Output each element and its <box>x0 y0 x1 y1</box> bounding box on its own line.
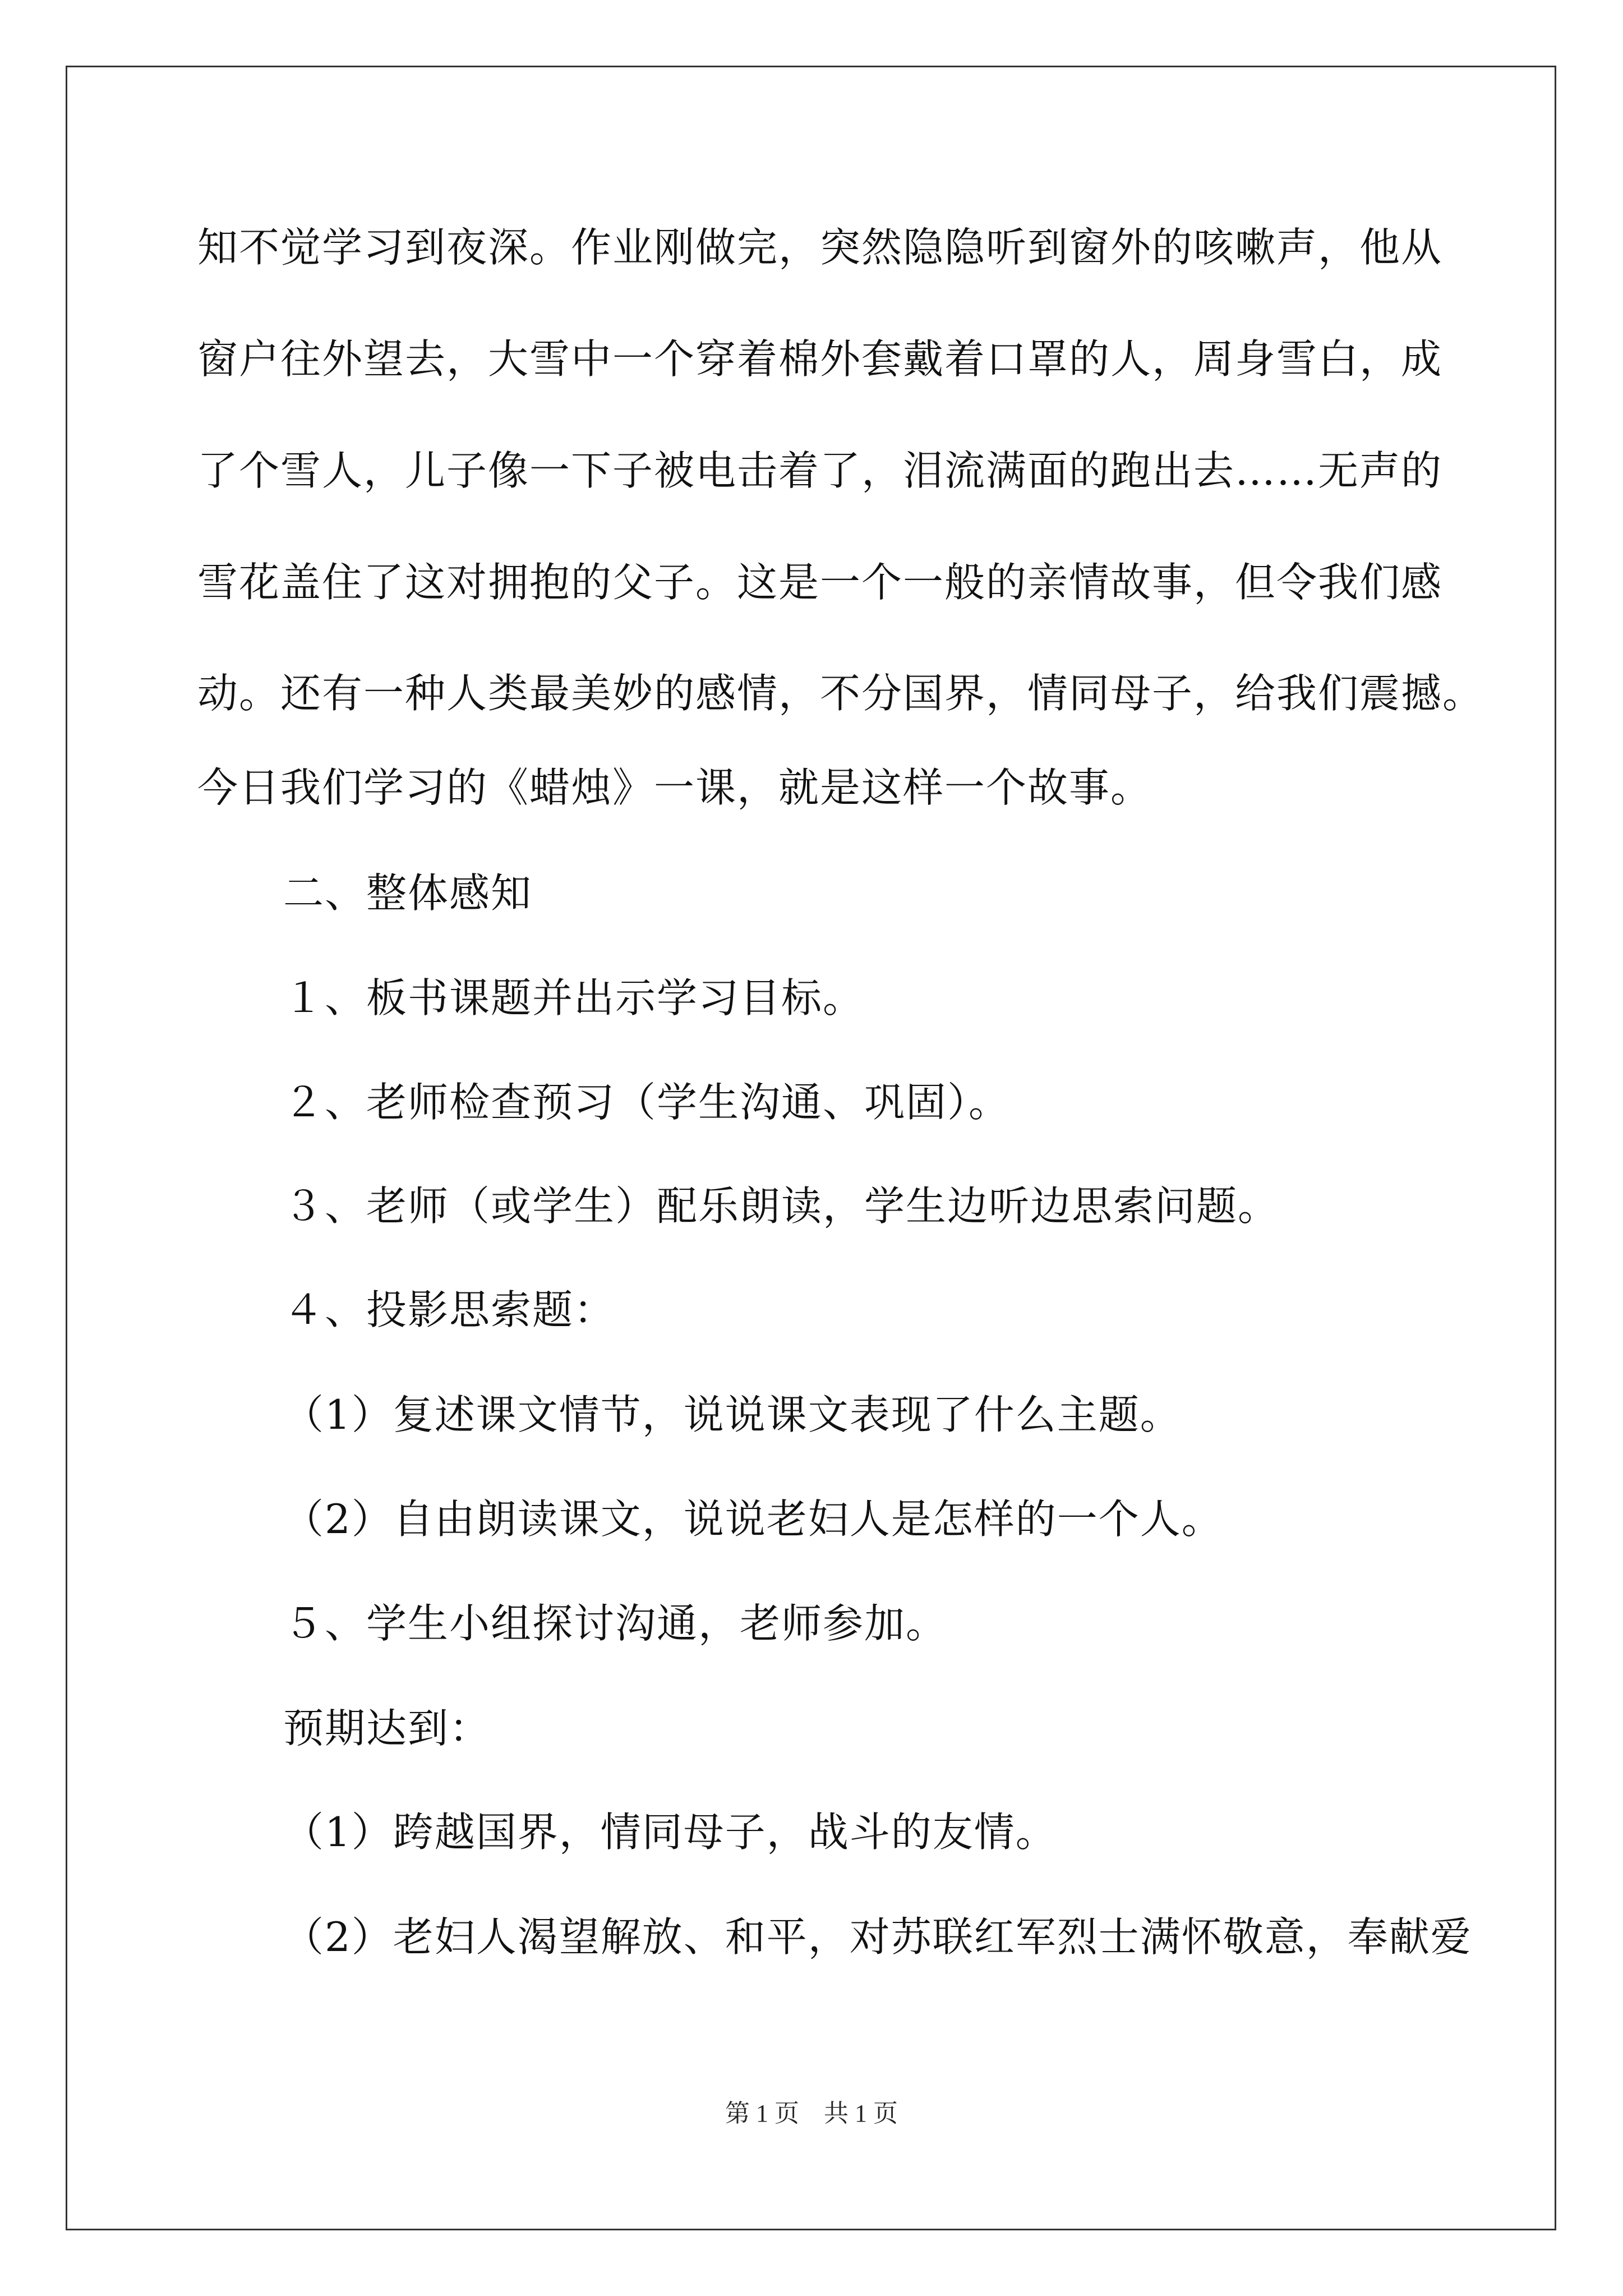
expected-item: （1）跨越国界，情同母子，战斗的友情。 <box>283 1809 1057 1856</box>
step-item: ５、学生小组探讨沟通，老师参加。 <box>283 1600 948 1647</box>
paragraph-line: 雪花盖住了这对拥抱的父子。这是一个一般的亲情故事，但令我们感 <box>197 559 1443 606</box>
expected-label: 预期达到： <box>283 1705 491 1752</box>
step-item: ４、投影思索题： <box>283 1286 616 1333</box>
page-border <box>66 66 1556 2230</box>
page-footer: 第 1 页 共 1 页 <box>725 2100 898 2127</box>
question-item: （1）复述课文情节，说说课文表现了什么主题。 <box>283 1391 1182 1438</box>
step-item: ２、老师检查预习（学生沟通、巩固）。 <box>283 1079 1011 1126</box>
paragraph-line: 窗户往外望去，大雪中一个穿着棉外套戴着口罩的人，周身雪白，成 <box>197 335 1443 383</box>
section-heading: 二、整体感知 <box>283 869 533 917</box>
expected-item: （2）老妇人渴望解放、和平，对苏联红军烈士满怀敬意，奉献爱 <box>283 1913 1472 1961</box>
question-item: （2）自由朗读课文，说说老妇人是怎样的一个人。 <box>283 1496 1223 1543</box>
paragraph-line: 了个雪人，儿子像一下子被电击着了，泪流满面的跑出去……无声的 <box>197 447 1443 494</box>
paragraph-line: 动。还有一种人类最美妙的感情，不分国界，情同母子，给我们震撼。 <box>197 670 1484 717</box>
step-item: ３、老师（或学生）配乐朗读，学生边听边思索问题。 <box>283 1182 1280 1230</box>
step-item: １、板书课题并出示学习目标。 <box>283 974 865 1022</box>
paragraph-line: 今日我们学习的《蜡烛》一课，就是这样一个故事。 <box>197 764 1152 811</box>
paragraph-line: 知不觉学习到夜深。作业刚做完，突然隐隐听到窗外的咳嗽声，他从 <box>197 224 1443 271</box>
